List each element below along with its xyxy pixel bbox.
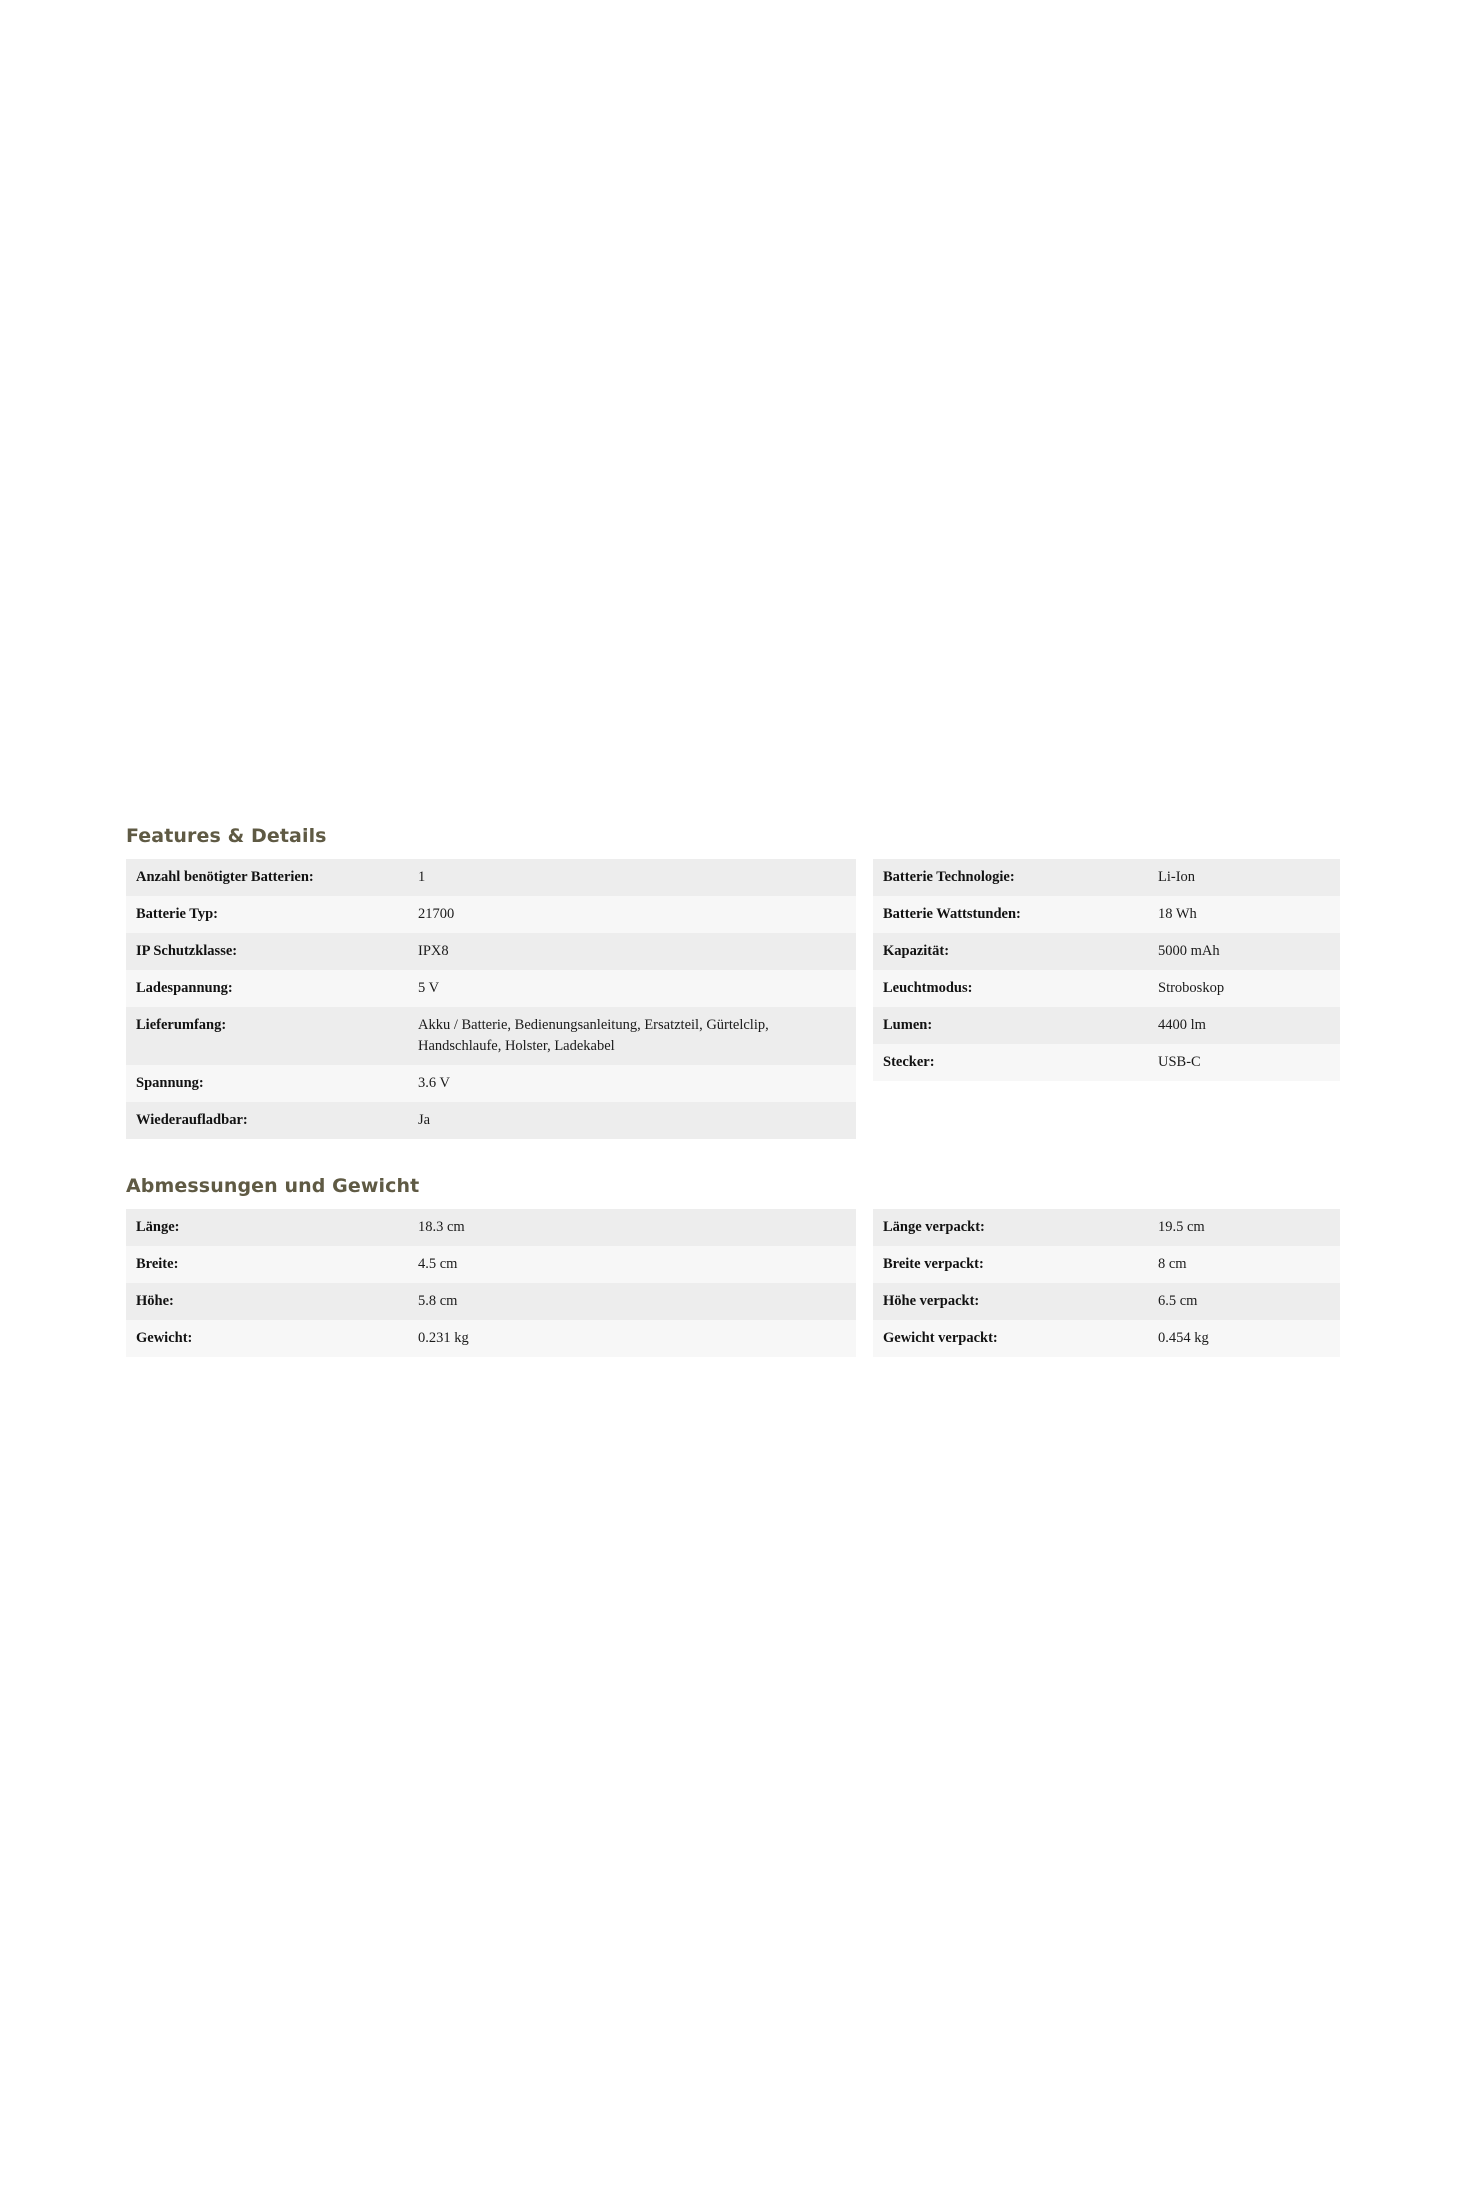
row-label: Spannung: xyxy=(126,1065,408,1102)
table-row xyxy=(126,1007,856,1065)
row-value: 0.454 kg xyxy=(1148,1320,1340,1357)
row-label: Lieferumfang: xyxy=(126,1007,408,1065)
row-value: 5.8 cm xyxy=(408,1283,856,1320)
row-value: Stroboskop xyxy=(1148,970,1340,1007)
table-row xyxy=(873,1007,1340,1044)
row-label: Höhe: xyxy=(126,1283,408,1320)
table-row xyxy=(873,1320,1340,1357)
row-value: 4400 lm xyxy=(1148,1007,1340,1044)
dimensions-and-weight-section xyxy=(126,1175,1340,1357)
table-row xyxy=(126,933,856,970)
row-label: Ladespannung: xyxy=(126,970,408,1007)
row-label: Batterie Technologie: xyxy=(873,859,1148,896)
row-label: Wiederaufladbar: xyxy=(126,1102,408,1139)
table-row xyxy=(873,970,1340,1007)
row-label: Höhe verpackt: xyxy=(873,1283,1148,1320)
row-label: Länge: xyxy=(126,1209,408,1246)
table-row xyxy=(126,1065,856,1102)
row-label: Stecker: xyxy=(873,1044,1148,1081)
row-value: 5000 mAh xyxy=(1148,933,1340,970)
table-row xyxy=(873,1283,1340,1320)
table-row xyxy=(126,896,856,933)
row-value: 5 V xyxy=(408,970,856,1007)
table-row xyxy=(873,1209,1340,1246)
row-value: 18.3 cm xyxy=(408,1209,856,1246)
features-and-details-section xyxy=(126,825,1340,1139)
row-value: USB-C xyxy=(1148,1044,1340,1081)
dimensions-left-table-body xyxy=(126,1209,856,1357)
table-row xyxy=(126,1209,856,1246)
features-right-column xyxy=(873,859,1340,1139)
row-value: 8 cm xyxy=(1148,1246,1340,1283)
row-label: Lumen: xyxy=(873,1007,1148,1044)
table-row xyxy=(873,1044,1340,1081)
dimensions-left-table xyxy=(126,1209,856,1357)
row-label: IP Schutzklasse: xyxy=(126,933,408,970)
row-value: IPX8 xyxy=(408,933,856,970)
table-row xyxy=(873,1246,1340,1283)
row-label: Gewicht: xyxy=(126,1320,408,1357)
table-row xyxy=(126,970,856,1007)
features-left-table xyxy=(126,859,856,1139)
row-value: Ja xyxy=(408,1102,856,1139)
dimensions-right-table xyxy=(873,1209,1340,1357)
dimensions-right-table-body xyxy=(873,1209,1340,1357)
features-right-table-body xyxy=(873,859,1340,1081)
row-value: 21700 xyxy=(408,896,856,933)
row-label: Anzahl benötigter Batterien: xyxy=(126,859,408,896)
row-label: Batterie Wattstunden: xyxy=(873,896,1148,933)
features-right-table xyxy=(873,859,1340,1081)
dimensions-section-title: Abmessungen und Gewicht xyxy=(126,1175,420,1197)
row-value: 3.6 V xyxy=(408,1065,856,1102)
row-value: 18 Wh xyxy=(1148,896,1340,933)
features-left-table-body xyxy=(126,859,856,1139)
features-left-column xyxy=(126,859,856,1139)
table-row xyxy=(873,896,1340,933)
row-label: Breite: xyxy=(126,1246,408,1283)
row-label: Länge verpackt: xyxy=(873,1209,1148,1246)
row-value: 1 xyxy=(408,859,856,896)
features-columns xyxy=(126,859,1340,1139)
row-value: 19.5 cm xyxy=(1148,1209,1340,1246)
row-label: Breite verpackt: xyxy=(873,1246,1148,1283)
row-value: 4.5 cm xyxy=(408,1246,856,1283)
table-row xyxy=(126,1246,856,1283)
row-value: Akku / Batterie, Bedienungsanleitung, Ersatzteil, Gürtelclip, Handschlaufe, Holster, Ladekabel xyxy=(408,1007,856,1065)
table-row xyxy=(873,859,1340,896)
row-label: Batterie Typ: xyxy=(126,896,408,933)
row-value: 6.5 cm xyxy=(1148,1283,1340,1320)
table-row xyxy=(126,1283,856,1320)
table-row xyxy=(126,1102,856,1139)
table-row xyxy=(873,933,1340,970)
dimensions-right-column xyxy=(873,1209,1340,1357)
row-value: Li-Ion xyxy=(1148,859,1340,896)
row-label: Gewicht verpackt: xyxy=(873,1320,1148,1357)
row-value: 0.231 kg xyxy=(408,1320,856,1357)
row-label: Leuchtmodus: xyxy=(873,970,1148,1007)
features-section-title: Features & Details xyxy=(126,825,327,847)
dimensions-columns xyxy=(126,1209,1340,1357)
dimensions-left-column xyxy=(126,1209,856,1357)
table-row xyxy=(126,1320,856,1357)
table-row xyxy=(126,859,856,896)
row-label: Kapazität: xyxy=(873,933,1148,970)
